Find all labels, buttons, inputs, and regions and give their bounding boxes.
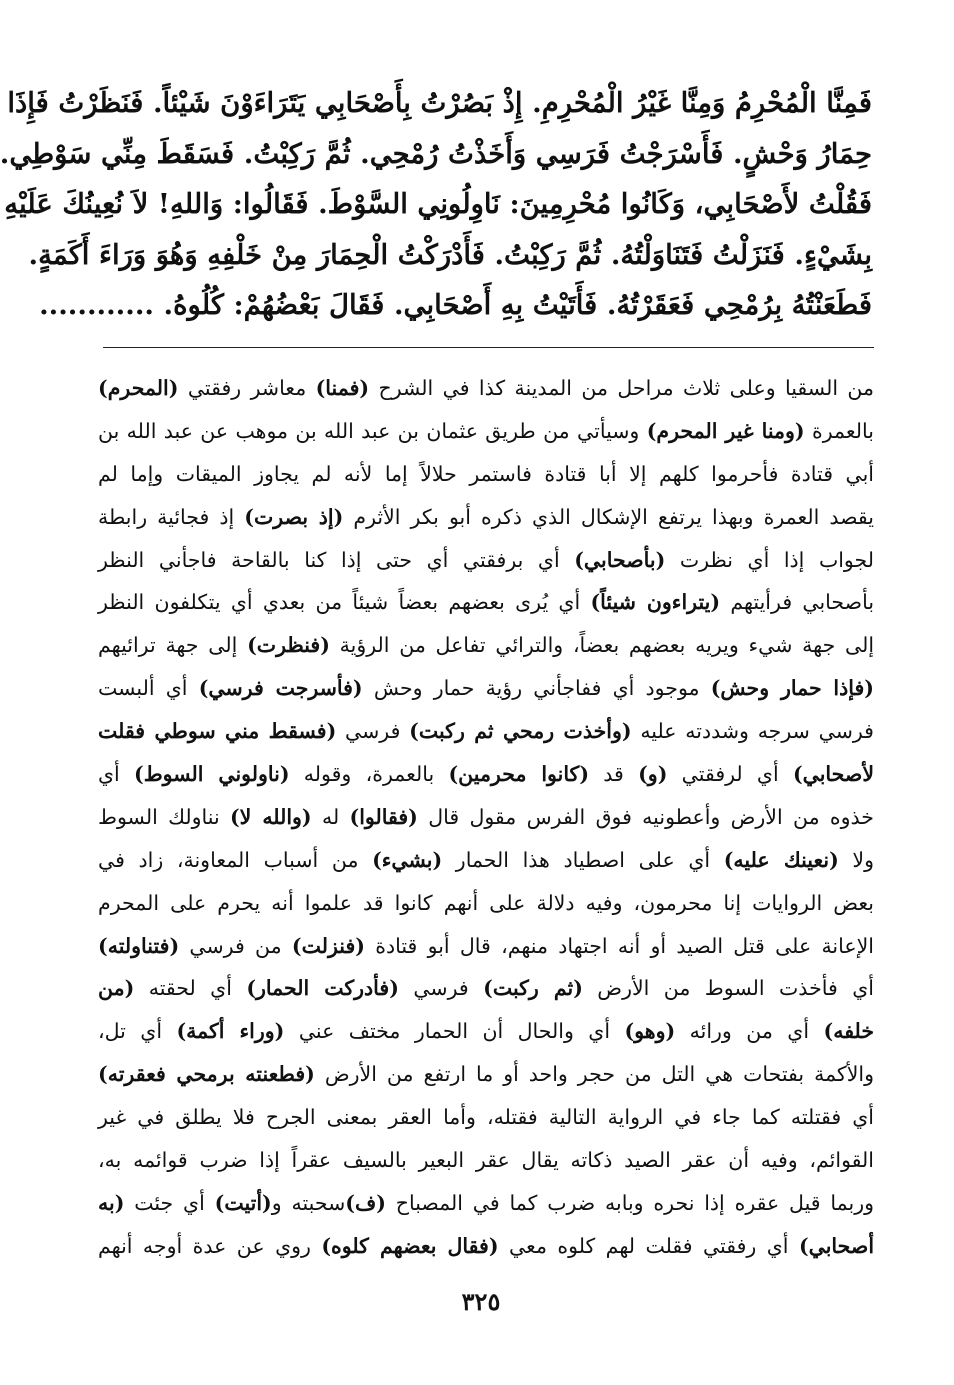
- commentary-segment: إلى جهة ترائيهم: [98, 633, 248, 658]
- commentary-segment: أي جئت: [124, 1190, 215, 1215]
- commentary-line: [98, 624, 874, 667]
- commentary-segment: القوائم، وفيه أن عقر الصيد ذكاته يقال عقر البعير بالسيف عقراً إذا ضرب قوائمه به،: [98, 1148, 874, 1173]
- commentary-line: [98, 453, 874, 496]
- quoted-phrase: (إذ بصرت): [244, 504, 344, 529]
- footnote-separator: [103, 347, 874, 348]
- quoted-phrase: (به: [98, 1190, 125, 1215]
- commentary-segment: روي عن عدة أوجه أنهم: [98, 1233, 322, 1258]
- commentary-segment: قد: [589, 762, 639, 787]
- commentary-line: [98, 967, 874, 1010]
- commentary-segment: فرسي سرجه وشددته عليه: [631, 719, 874, 744]
- commentary-line: [98, 753, 874, 796]
- commentary-segment: نناولك السوط: [98, 804, 230, 829]
- quoted-phrase: (فإذا حمار وحش): [710, 676, 875, 701]
- commentary-line: [98, 667, 874, 710]
- quoted-phrase: (أتيت): [214, 1190, 272, 1215]
- quoted-phrase: (وراء أكمة): [176, 1019, 285, 1044]
- commentary-line: [98, 1182, 874, 1225]
- commentary-line: [98, 1225, 874, 1268]
- quoted-phrase: (بأصحابي): [574, 547, 666, 572]
- commentary-line: [98, 367, 874, 410]
- quoted-phrase: (فنزلت): [291, 933, 365, 958]
- hadith-line: فَطَعَنْتُهُ بِرُمْحِي فَعَقَرْتُهُ. فَأَتَيْتُ بِهِ أَصْحَابِي. فَقَالَ بَعْضُهُمْ: كُلُوهُ. ............: [39, 289, 872, 321]
- hadith-line: فَقُلْتُ لأَصْحَابِي، وَكَانُوا مُحْرِمِينَ: نَاوِلُونِي السَّوْطَ. فَقَالُوا: وَاللهِ! لاَ نُعِينُكَ عَلَيْهِ: [4, 188, 872, 220]
- commentary-line: [98, 1053, 874, 1096]
- commentary-segment: من السقيا وعلى ثلاث مراحل من المدينة كذا في الشرح: [369, 376, 875, 400]
- quoted-phrase: (ومنا غير المحرم): [646, 418, 805, 443]
- quoted-phrase: خلفه): [823, 1019, 875, 1044]
- commentary-segment: أي تل،: [98, 1019, 177, 1044]
- quoted-phrase: (وهو): [624, 1019, 676, 1044]
- commentary-segment: خذوه من الأرض وأعطونيه فوق الفرس مقول قال: [417, 804, 874, 829]
- commentary-line: [98, 1010, 874, 1053]
- commentary-line: [98, 839, 874, 882]
- commentary-line: [98, 882, 874, 925]
- commentary-segment: ولا: [838, 847, 874, 872]
- quoted-phrase: (و): [638, 762, 668, 787]
- hadith-line: بِشَيْءٍ. فَنَزَلْتُ فَتَنَاوَلْتُهُ. ثُمَّ رَكِبْتُ. فَأَدْرَكْتُ الْحِمَارَ مِنْ خَلْفِهِ وَهُوَ وَرَاءَ أَكَمَةٍ.: [28, 238, 872, 271]
- commentary-segment: أي من ورائه: [675, 1019, 824, 1044]
- quoted-phrase: (يتراءون شيئاً): [590, 590, 721, 615]
- commentary-segment: سحبته و: [271, 1190, 346, 1215]
- quoted-phrase: (فنظرت): [247, 633, 330, 658]
- commentary-segment: أي يُرى بعضهم بعضاً شيئاً من بعدي أي يتكلفون النظر: [98, 590, 591, 615]
- commentary-segment: أي على اصطياد هذا الحمار: [442, 847, 724, 872]
- commentary-line: [98, 1139, 874, 1182]
- quoted-phrase: (ثم ركبت): [483, 976, 583, 1001]
- commentary-line: [98, 710, 874, 753]
- commentary-segment: أي رفقتي فقلت لهم كلوه معي: [498, 1233, 799, 1258]
- quoted-phrase: (وأخذت رمحي ثم ركبت): [409, 719, 632, 744]
- quoted-phrase: (المحرم): [98, 376, 179, 400]
- quoted-phrase: (من: [98, 976, 135, 1001]
- commentary-text: [98, 367, 874, 1268]
- commentary-segment: إلى جهة شيء ويريه بعضهم بعضاً، والترائي تفاعل من الرؤية: [329, 633, 875, 658]
- commentary-line: [98, 796, 874, 839]
- commentary-segment: أي: [98, 762, 134, 787]
- hadith-line: حِمَارُ وَحْشٍ. فَأَسْرَجْتُ فَرَسِي وَأَخَذْتُ رُمْحِي. ثُمَّ رَكِبْتُ. فَسَقَطَ مِنِّي سَوْطِي.: [0, 137, 872, 170]
- commentary-segment: وربما قيل عقره إذا نحره وبابه ضرب كما في المصباح: [385, 1190, 874, 1215]
- quoted-phrase: (فطعنته برمحي فعقرته): [98, 1062, 315, 1087]
- quoted-phrase: (فقالوا): [349, 804, 418, 829]
- quoted-phrase: (فأدركت الحمار): [246, 976, 399, 1001]
- quoted-phrase: (فتناولته): [98, 933, 180, 958]
- commentary-segment: والأكمة بفتحات هي التل من حجر واحد أو ما ارتفع من الأرض: [314, 1062, 874, 1087]
- commentary-segment: أي ألبست: [98, 676, 199, 701]
- commentary-segment: أي لحقته: [134, 976, 247, 1001]
- quoted-phrase: (فسقط مني سوطي فقلت: [98, 719, 337, 744]
- commentary-line: [98, 1096, 874, 1139]
- commentary-segment: وسيأتي من طريق عثمان بن عبد الله بن موهب عن عبد الله بن: [98, 418, 647, 443]
- commentary-segment: إذ فجائية رابطة: [98, 504, 245, 529]
- commentary-segment: بالعمرة: [804, 418, 874, 443]
- commentary-segment: بعض الروايات إنا محرمون، وفيه دلالة على أنهم كانوا قد علموا أنه يحرم على المحرم: [98, 890, 874, 915]
- commentary-segment: الإعانة على قتل الصيد أو أنه اجتهاد منهم، قال أبو قتادة: [364, 933, 875, 958]
- quoted-phrase: (فمنا): [315, 376, 370, 400]
- commentary-segment: أبي قتادة فأحرموا كلهم إلا أبا قتادة فاستمر حلالاً إما لأنه لم يجاوز الميقات وإما لم: [98, 461, 874, 486]
- commentary-segment: أي فقتلته كما جاء في الرواية التالية فقتله، وأما العقر بمعنى الجرح فلا يطلق في غير: [98, 1105, 874, 1130]
- quoted-phrase: (فقال بعضهم كلوه): [321, 1233, 499, 1258]
- quoted-phrase: أصحابي): [798, 1233, 875, 1258]
- commentary-segment: فرسي: [336, 719, 410, 744]
- commentary-line: [98, 925, 874, 968]
- commentary-segment: أي والحال أن الحمار مختف عني: [284, 1019, 625, 1044]
- quoted-phrase: (نعينك عليه): [723, 847, 839, 872]
- commentary-line: [98, 496, 874, 539]
- commentary-segment: من فرسي: [179, 933, 292, 958]
- commentary-segment: أي لرفقتي: [667, 762, 793, 787]
- quoted-phrase: (ناولوني السوط): [134, 762, 290, 787]
- commentary-segment: أي فأخذت السوط من الأرض: [582, 976, 874, 1001]
- commentary-line: [98, 581, 874, 624]
- commentary-segment: بالعمرة، وقوله: [289, 762, 449, 787]
- commentary-line: [98, 410, 874, 453]
- commentary-segment: موجود أي ففاجأني رؤية حمار وحش: [362, 676, 711, 701]
- commentary-line: [98, 539, 874, 582]
- commentary-segment: أي برفقتي أي حتى إذا كنا بالقاحة فاجأني النظر: [98, 547, 575, 572]
- quoted-phrase: لأصحابي): [792, 762, 875, 787]
- quoted-phrase: (كانوا محرمين): [448, 762, 590, 787]
- quoted-phrase: (فأسرجت فرسي): [198, 676, 363, 701]
- quoted-phrase: (ف): [345, 1190, 386, 1215]
- commentary-segment: لجواب إذا أي نظرت: [665, 547, 875, 572]
- commentary-segment: بأصحابي فرأيتهم: [720, 590, 875, 615]
- hadith-line: فَمِنَّا الْمُحْرِمُ وَمِنَّا غَيْرُ الْمُحْرِمِ. إِذْ بَصُرْتُ بِأَصْحَابِي يَتَرَاءَوْنَ شَيْئاً. فَنَظَرْتُ فَإِذَا: [7, 87, 872, 119]
- commentary-segment: من أسباب المعاونة، زاد في: [98, 847, 373, 872]
- commentary-segment: معاشر رفقتي: [178, 376, 316, 400]
- quoted-phrase: (والله لا): [229, 804, 312, 829]
- commentary-segment: له: [311, 804, 350, 829]
- hadith-text: [0, 78, 872, 331]
- quoted-phrase: (بشيء): [372, 847, 443, 872]
- commentary-segment: فرسي: [398, 976, 484, 1001]
- page-number: ٣٢٥: [461, 1287, 501, 1316]
- commentary-segment: يقصد العمرة وبهذا يرتفع الإشكال الذي ذكره أبو بكر الأثرم: [343, 504, 874, 529]
